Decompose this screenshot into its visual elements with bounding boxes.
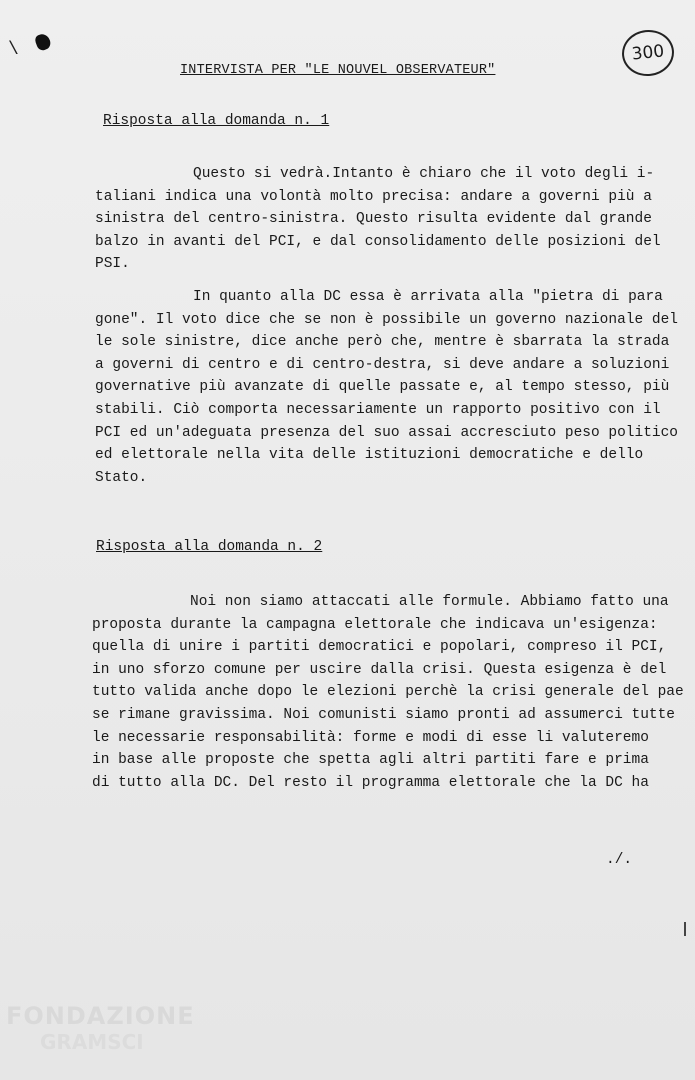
section-1-paragraph-1	[95, 163, 675, 276]
text-line: in base alle proposte che spetta agli altri partiti fare e prima	[92, 752, 649, 769]
text-line: se rimane gravissima. Noi comunisti siamo pronti ad assumerci tutte	[92, 706, 675, 723]
text-line: In quanto alla DC essa è arrivata alla "pietra di para	[193, 289, 663, 305]
text-line: tutto valida anche dopo le elezioni perchè la crisi generale del pae	[92, 684, 684, 701]
margin-slash-mark: \	[8, 40, 19, 60]
section-1-paragraph-2	[95, 286, 678, 489]
text-line: balzo in avanti del PCI, e dal consolidamento delle posizioni del	[95, 233, 661, 250]
text-line: gone". Il voto dice che se non è possibile un governo nazionale del	[95, 311, 678, 328]
section-2-paragraph-1	[92, 591, 684, 794]
page-number-stamp	[620, 27, 677, 78]
text-line: ed elettorale nella vita delle istituzioni democratiche e dello	[95, 447, 644, 464]
text-line: stabili. Ciò comporta necessariamente un rapporto positivo con il	[95, 401, 661, 418]
text-line: in uno sforzo comune per uscire dalla crisi. Questa esigenza è del	[92, 661, 667, 678]
section-1-heading: Risposta alla domanda n. 1	[103, 113, 330, 129]
text-line: sinistra del centro-sinistra. Questo risulta evidente dal grande	[95, 211, 652, 228]
text-line: quella di unire i partiti democratici e popolari, compreso il PCI,	[92, 639, 667, 656]
ink-blot	[34, 32, 53, 52]
text-line: Questo si vedrà.Intanto è chiaro che il voto degli i-	[193, 166, 655, 182]
text-line: di tutto alla DC. Del resto il programma elettorale che la DC ha	[92, 774, 649, 791]
watermark-line-2: GRAMSCI	[40, 1030, 144, 1054]
section-2-heading: Risposta alla domanda n. 2	[96, 539, 323, 555]
text-line: taliani indica una volontà molto precisa: andare a governi più a	[95, 188, 652, 205]
text-line: a governi di centro e di centro-destra, si deve andare a soluzioni	[95, 356, 670, 373]
text-line: PCI ed un'adeguata presenza del suo assai accresciuto peso politico	[95, 424, 678, 441]
text-line: governative più avanzate di quelle passate e, al tempo stesso, più	[95, 379, 670, 396]
document-title: INTERVISTA PER "LE NOUVEL OBSERVATEUR"	[180, 63, 496, 78]
page-number: 300	[630, 41, 666, 65]
text-line: proposta durante la campagna elettorale che indicava un'esigenza:	[92, 616, 658, 633]
text-line: PSI.	[95, 256, 130, 273]
text-line: Noi non siamo attaccati alle formule. Abbiamo fatto una	[190, 594, 669, 610]
text-line: le necessarie responsabilità: forme e modi di esse li valuteremo	[92, 729, 649, 746]
text-line: Stato.	[95, 469, 148, 486]
margin-mark	[684, 922, 686, 936]
text-line: le sole sinistre, dice anche però che, mentre è sbarrata la strada	[95, 334, 670, 351]
continuation-mark: ./.	[606, 852, 633, 868]
watermark-line-1: FONDAZIONE	[6, 1002, 195, 1030]
